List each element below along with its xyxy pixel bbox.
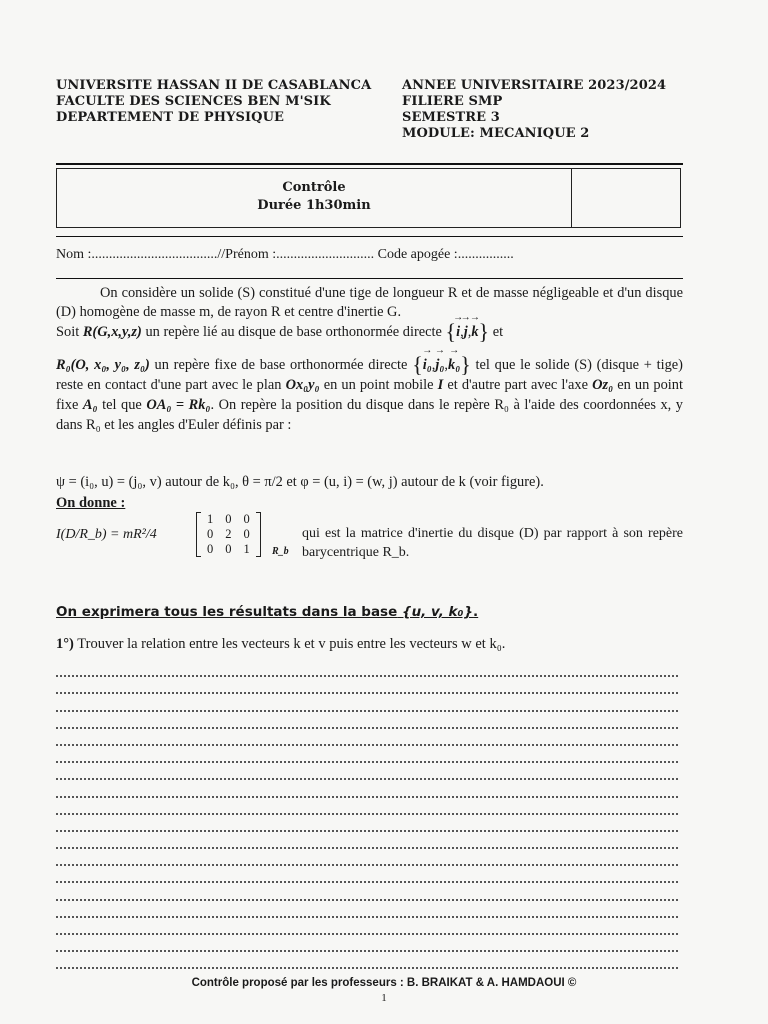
question-1 <box>56 636 505 653</box>
vec-k: → k <box>471 322 478 342</box>
base-instruction: On exprimera tous les résultats dans la base {u, v, k₀}. <box>56 604 479 620</box>
answer-line[interactable] <box>56 712 678 729</box>
answer-line[interactable] <box>56 883 678 900</box>
text-fixe: en un point fixe <box>56 377 683 413</box>
header-faculty: FACULTE DES SCIENCES BEN M'SIK <box>56 94 331 109</box>
answer-line[interactable] <box>56 746 678 763</box>
matrix-cell: 0 <box>243 512 250 526</box>
header-course-info <box>402 78 666 142</box>
matrix-cell: 1 <box>207 512 214 526</box>
answer-area[interactable] <box>56 660 678 969</box>
inertia-lhs: I(D/R_b) = mR²/4 <box>56 527 157 542</box>
plan-Ox0y0: Ox₀y₀ <box>285 377 320 393</box>
exam-duration: Durée 1h30min <box>257 198 371 213</box>
answer-line[interactable] <box>56 849 678 866</box>
rule-above-name <box>56 236 683 237</box>
brace-open-0: { <box>412 352 423 377</box>
matrix-subscript: R_b <box>272 546 289 557</box>
header-department: DEPARTEMENT DE PHYSIQUE <box>56 110 285 125</box>
statement-paragraph-2: Soit R(G,x,y,z) un repère lié au disque de base orthonormée directe {→ i,→ j,→ k} et <box>56 322 683 342</box>
answer-line[interactable] <box>56 763 678 780</box>
inertia-text: qui est la matrice d'inertie du disque (D) par rapport à son repère barycentrique R_b. <box>302 526 683 560</box>
exam-title: Contrôle <box>282 180 346 195</box>
repere-R: R(G,x,y,z) <box>82 324 142 340</box>
inertia-matrix <box>196 512 261 557</box>
vec-j: → j <box>464 322 468 342</box>
answer-line[interactable] <box>56 901 678 918</box>
page-number: 1 <box>381 992 387 1004</box>
euler-angles-line: ψ = (i₀, u) = (j₀, v) autour de k₀, θ = π/2 et φ = (u, i) = (w, j) autour de k (voir figure). <box>56 474 544 490</box>
equation-OA0: OA₀ = Rk₀ <box>146 397 211 413</box>
matrix-cell: 0 <box>225 542 232 556</box>
base-vectors: {u, v, k₀} <box>401 604 474 620</box>
matrix-cell: 0 <box>207 527 214 541</box>
point-A0: A₀ <box>82 397 98 413</box>
on-donne-heading: On donne : <box>56 495 126 511</box>
matrix-cell: 2 <box>225 527 232 541</box>
answer-line[interactable] <box>56 952 678 969</box>
brace-close: } <box>478 319 490 344</box>
answer-line[interactable] <box>56 780 678 797</box>
answer-line[interactable] <box>56 660 678 677</box>
vec-i: → i <box>456 322 460 342</box>
answer-line[interactable] <box>56 798 678 815</box>
text-position: . On repère la position du disque dans le repère R₀ à l'aide des coordonnées x, y dans R₀ et les angles d'Euler définis par : <box>56 397 684 433</box>
header-module: MODULE: MECANIQUE 2 <box>402 126 590 141</box>
inertia-matrix-line <box>56 512 683 562</box>
header-semester: SEMESTRE 3 <box>402 110 500 125</box>
header-university: UNIVERSITE HASSAN II DE CASABLANCA <box>56 78 372 93</box>
matrix-cell: 0 <box>225 512 232 526</box>
statement-paragraph-1: On considère un solide (S) constitué d'une tige de longueur R et de masse négligeable et d'un disque (D) homogène de masse m, de rayon R et centre d'inertie G. <box>56 285 683 320</box>
answer-line[interactable] <box>56 935 678 952</box>
exam-title-block <box>57 179 571 215</box>
footer-credits: Contrôle proposé par les professeurs : B. BRAIKAT & A. HAMDAOUI © <box>191 977 577 989</box>
text-contact: tel que le solide (S) (disque + tige) reste en contact d'une part avec le plan <box>56 357 683 393</box>
text-et: et <box>492 324 504 340</box>
axe-Oz0: Oz₀ <box>592 377 614 393</box>
matrix-cell: 0 <box>243 527 250 541</box>
answer-line[interactable] <box>56 729 678 746</box>
text-tel-que: tel que <box>102 397 142 413</box>
point-I: I <box>437 377 444 393</box>
vec-j0: → j₀ <box>435 355 444 375</box>
matrix-cell: 0 <box>207 542 214 556</box>
answer-line[interactable] <box>56 832 678 849</box>
student-info-line[interactable]: Nom :....................................//Prénom :............................ Code apogée :................ <box>56 247 514 262</box>
rule-below-name <box>56 278 683 279</box>
matrix-cell: 1 <box>243 542 250 556</box>
answer-line[interactable] <box>56 677 678 694</box>
exam-title-box <box>56 168 681 228</box>
answer-line[interactable] <box>56 694 678 711</box>
text-mobile: en un point mobile <box>323 377 434 393</box>
text-repere-R: un repère lié au disque de base orthonormée directe <box>145 324 442 340</box>
text-axe: et d'autre part avec l'axe <box>447 377 588 393</box>
statement-paragraph-3: R₀(O, x₀, y₀, z₀) un repère fixe de base orthonormée directe {→ i₀,→ j₀,→ k₀} tel que le solide (S) (disque + tige) reste en contact d'une part avec le plan Ox₀y₀ en un point mobile I et d'autre part avec l'axe Oz₀ en un point fixe A₀ tel que OA₀ = Rk₀. On repère la position du disque dans le repère R₀ à l'aide des coordonnées x, y dans R₀ et les angles d'Euler définis par : <box>56 355 683 435</box>
answer-line[interactable] <box>56 866 678 883</box>
top-rule <box>56 163 683 165</box>
answer-line[interactable] <box>56 918 678 935</box>
text-soit: Soit <box>56 324 80 340</box>
repere-R0: R₀(O, x₀, y₀, z₀) <box>56 357 150 373</box>
question-1-text: Trouver la relation entre les vecteurs k et v puis entre les vecteurs w et k₀. <box>77 636 506 652</box>
vec-k0: → k₀ <box>448 355 460 375</box>
header-year: ANNEE UNIVERSITAIRE 2023/2024 <box>402 78 667 93</box>
base-note: On exprimera tous les résultats dans la base <box>56 604 398 620</box>
text-repere-R0: un repère fixe de base orthonormée directe <box>154 357 408 373</box>
vec-i0: → i₀ <box>423 355 432 375</box>
header-institution <box>56 78 371 126</box>
answer-line[interactable] <box>56 815 678 832</box>
brace-close-0: } <box>460 352 471 377</box>
header-filiere: FILIERE SMP <box>402 94 503 109</box>
question-1-number: 1°) <box>56 636 74 652</box>
grade-box[interactable] <box>571 168 681 228</box>
brace-open: { <box>445 319 457 344</box>
